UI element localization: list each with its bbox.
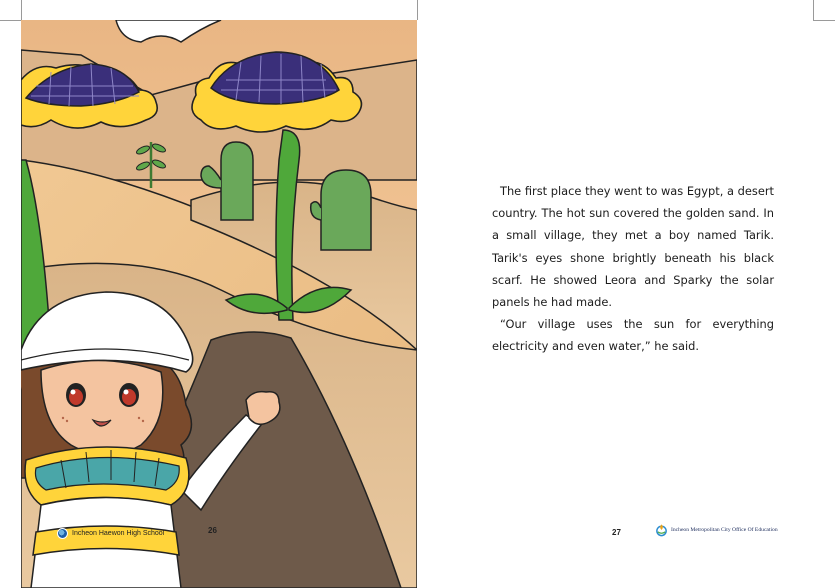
left-page — [21, 20, 417, 588]
education-office-name: Incheon Metropolitan City Office Of Education — [671, 527, 778, 533]
story-paragraph: “Our village uses the sun for everything electricity and even water,” he said. — [492, 317, 774, 354]
school-logo-icon — [57, 528, 68, 539]
illustration — [21, 20, 417, 588]
crop-mark — [0, 20, 22, 21]
crop-mark — [813, 20, 835, 21]
crop-mark — [813, 0, 814, 20]
story-paragraph: The first place they went to was Egypt, a desert country. The hot sun covered the golden sand. In a small village, they met a boy named Tarik. Tarik's eyes shone brightly beneath his black scarf. He showed Leora and Sparky the solar panels he had made. — [492, 184, 774, 310]
education-office-logo-icon — [655, 523, 668, 537]
story-text — [492, 180, 774, 358]
crop-mark — [417, 0, 418, 20]
crop-mark — [21, 0, 22, 20]
page-number-right: 27 — [612, 528, 621, 537]
school-name: Incheon Haewon High School — [72, 529, 165, 537]
right-page — [417, 20, 813, 588]
left-page-footer — [57, 526, 164, 540]
right-page-footer — [655, 523, 778, 537]
page-number-left: 26 — [208, 526, 217, 535]
